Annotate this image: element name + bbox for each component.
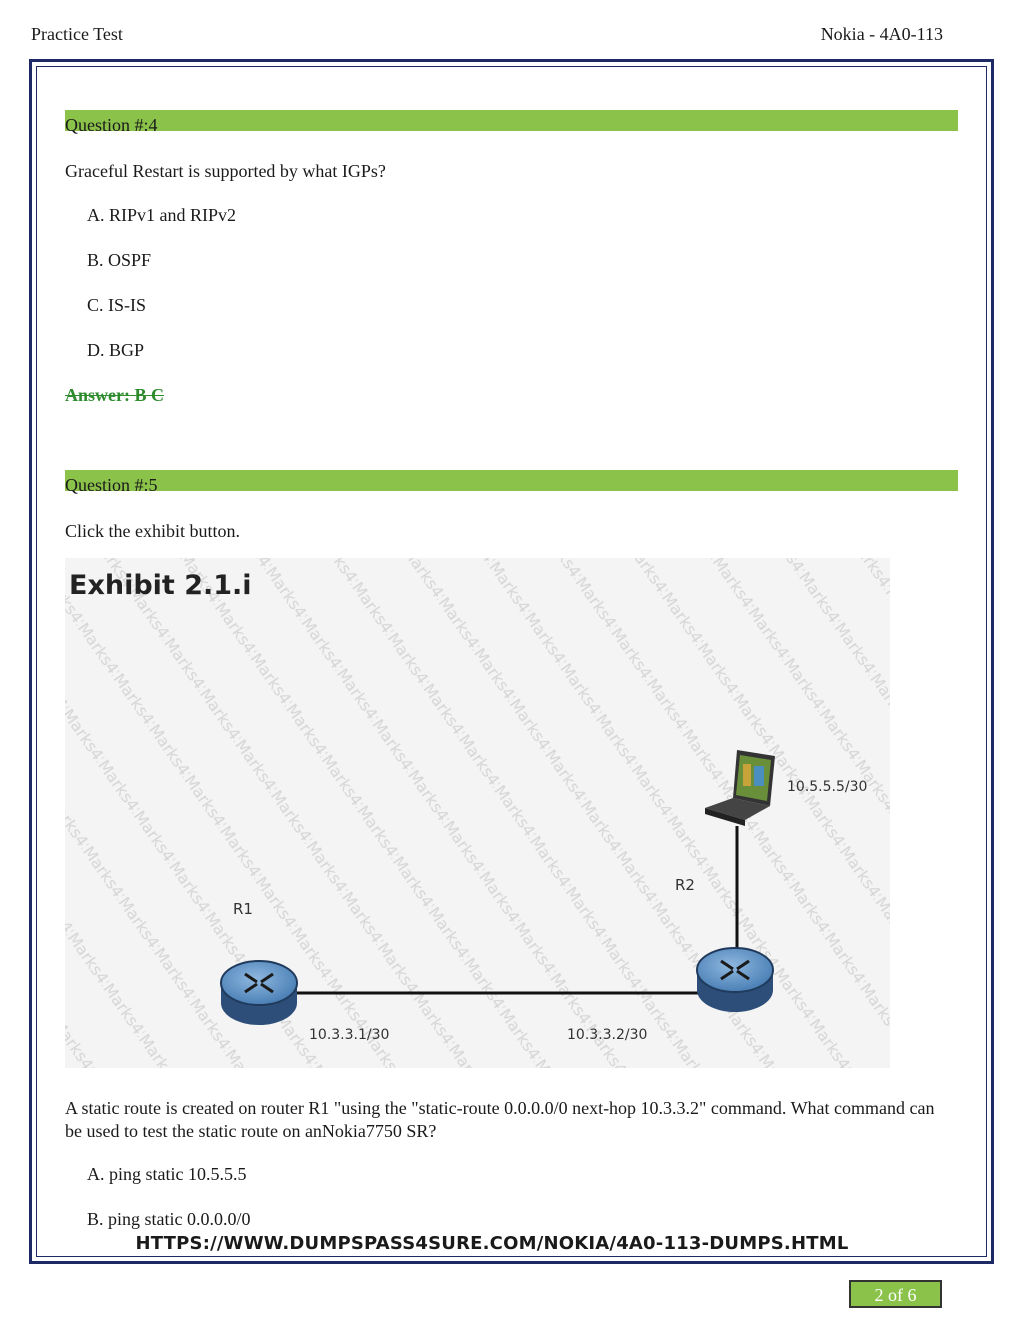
question-4-label: Question #:4 <box>65 115 158 135</box>
header-title: Practice Test <box>31 24 123 44</box>
question-4-option-c: C. IS-IS <box>87 295 147 315</box>
question-5-bar <box>65 470 958 491</box>
r2-ip-label: 10.3.3.2/30 <box>567 1027 648 1043</box>
laptop-ip-label: 10.5.5.5/30 <box>787 779 868 795</box>
question-4-text: Graceful Restart is supported by what IGPs? <box>65 161 386 181</box>
question-4-answer: Answer: B C <box>65 385 164 405</box>
question-5-option-a: A. ping static 10.5.5.5 <box>87 1164 247 1184</box>
router-r1-label: R1 <box>233 900 253 918</box>
router-r2-label: R2 <box>675 876 695 894</box>
question-5-text: Click the exhibit button. <box>65 521 240 541</box>
exhibit-title: Exhibit 2.1.i <box>69 570 252 601</box>
header-exam-code: Nokia - 4A0-113 <box>820 24 943 44</box>
router-r1-icon <box>221 961 297 1025</box>
r1-ip-label: 10.3.3.1/30 <box>309 1027 390 1043</box>
page-number-badge: 2 of 6 <box>849 1280 942 1308</box>
question-5-label: Question #:5 <box>65 475 158 495</box>
footer-url-link[interactable]: HTTPS://WWW.DUMPSPASS4SURE.COM/NOKIA/4A0-113-DUMPS.HTML <box>135 1233 849 1254</box>
router-r2-icon <box>697 948 773 1012</box>
question-4-bar <box>65 110 958 131</box>
question-4-option-a: A. RIPv1 and RIPv2 <box>87 205 237 225</box>
question-5-scenario: A static route is created on router R1 "using the "static-route 0.0.0.0/0 next-hop 10.3.3.2" command. What command can be used to test the static route on anNokia7750 SR? <box>65 1098 935 1141</box>
exhibit-diagram <box>65 558 890 1068</box>
question-5-option-b: B. ping static 0.0.0.0/0 <box>87 1209 251 1229</box>
question-4-option-b: B. OSPF <box>87 250 152 270</box>
question-4-option-d: D. BGP <box>87 340 145 360</box>
